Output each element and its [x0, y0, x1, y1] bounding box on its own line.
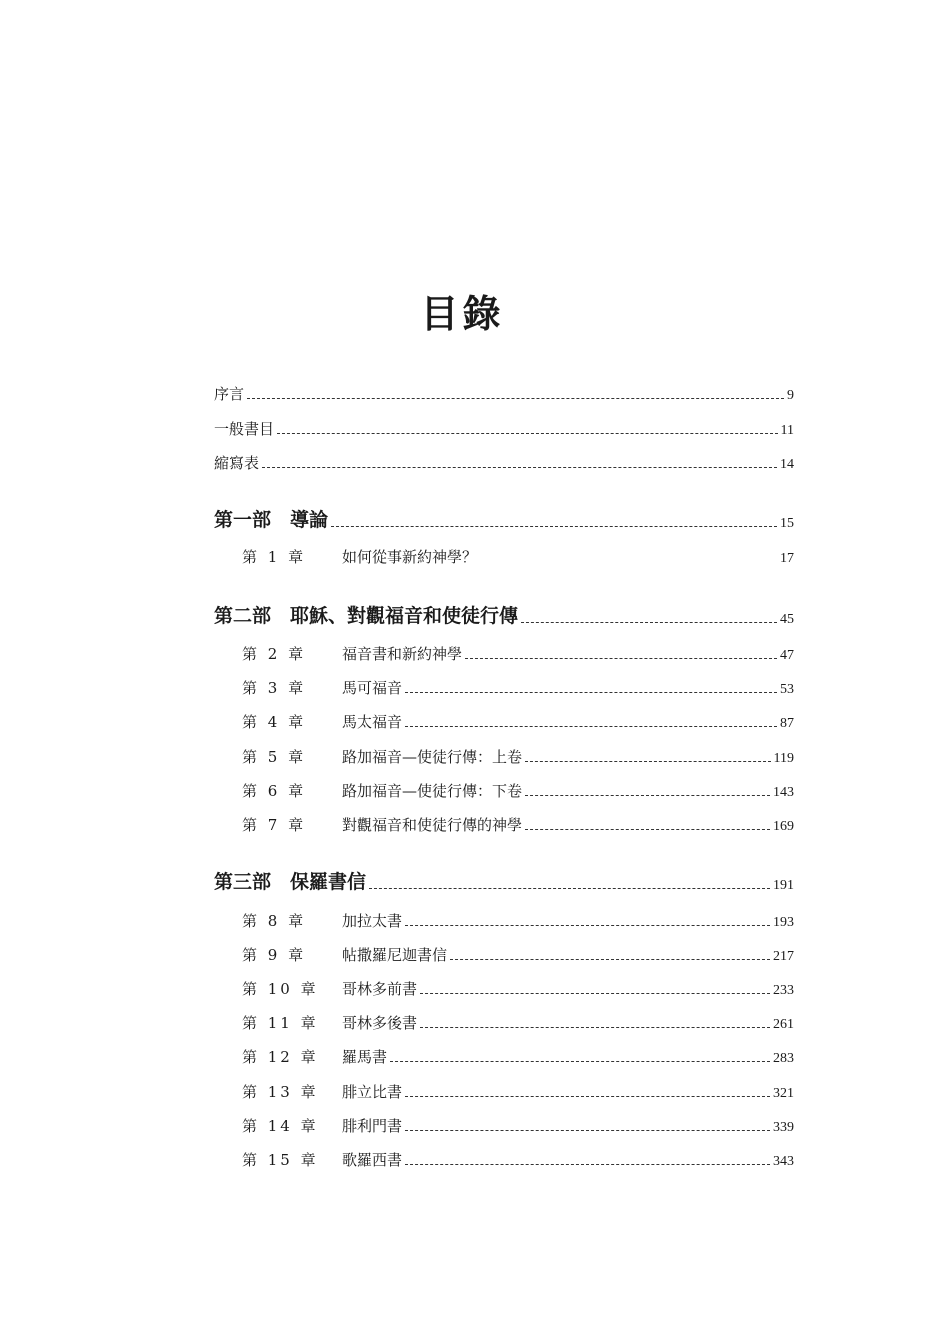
toc-chapter-6[interactable]: [242, 779, 794, 801]
dot-leader: [405, 925, 770, 926]
entry-page: 9: [787, 388, 794, 403]
dot-leader: [420, 993, 770, 994]
chapter-title: 歌羅西書: [342, 1151, 403, 1169]
dot-leader: [405, 692, 777, 693]
chapter-number: 第 10 章: [242, 980, 319, 998]
dot-leader: [331, 526, 777, 527]
chapter-number: 第 14 章: [242, 1117, 319, 1135]
entry-page: 14: [780, 457, 794, 472]
chapter-page: 87: [780, 716, 794, 731]
toc-chapter-8[interactable]: [242, 909, 794, 931]
chapter-page: 119: [773, 751, 794, 766]
entry-label: 縮寫表: [214, 454, 260, 472]
chapter-title: 腓利門書: [342, 1117, 403, 1135]
chapter-page: 47: [780, 648, 794, 663]
dot-leader: [390, 1061, 770, 1062]
chapter-number: 第 3 章: [242, 679, 307, 697]
toc-chapter-5[interactable]: [242, 745, 794, 767]
chapter-number: 第 4 章: [242, 713, 307, 731]
toc-chapter-11[interactable]: [242, 1011, 794, 1033]
chapter-page: 343: [773, 1154, 794, 1169]
chapter-number: 第 1 章: [242, 548, 307, 566]
chapter-page: 217: [773, 949, 794, 964]
toc-part-2[interactable]: [214, 606, 794, 628]
dot-leader: [405, 1096, 770, 1097]
part-page: 191: [773, 878, 794, 893]
chapter-page: 143: [773, 785, 794, 800]
toc-chapter-4[interactable]: [242, 710, 794, 732]
chapter-title: 福音書和新約神學: [342, 645, 463, 663]
chapter-page: 53: [780, 682, 794, 697]
chapter-title: 馬太福音: [342, 713, 403, 731]
chapter-title: 對觀福音和使徒行傳的神學: [342, 816, 523, 834]
dot-leader: [277, 433, 778, 434]
toc-chapter-9[interactable]: [242, 943, 794, 965]
chapter-page: 169: [773, 819, 794, 834]
dot-leader: [247, 398, 784, 399]
chapter-page: 339: [773, 1120, 794, 1135]
toc-part-3[interactable]: [214, 872, 794, 894]
chapter-title: 馬可福音: [342, 679, 403, 697]
toc-chapter-14[interactable]: [242, 1114, 794, 1136]
chapter-title: 羅馬書: [342, 1048, 388, 1066]
chapter-page: 17: [780, 551, 794, 566]
chapter-page: 321: [773, 1086, 794, 1101]
chapter-title: 加拉太書: [342, 912, 403, 930]
toc-chapter-7[interactable]: [242, 813, 794, 835]
chapter-number: 第 6 章: [242, 782, 307, 800]
chapter-title: 如何從事新約神學？: [342, 548, 478, 566]
chapter-number: 第 7 章: [242, 816, 307, 834]
chapter-number: 第 8 章: [242, 912, 307, 930]
chapter-title: 哥林多後書: [342, 1014, 418, 1032]
part-label: 第一部 導論: [214, 509, 329, 531]
toc-chapter-1[interactable]: [242, 545, 794, 567]
page-title: 目錄: [420, 292, 505, 336]
toc-chapter-15[interactable]: [242, 1148, 794, 1170]
toc-part-1[interactable]: [214, 510, 794, 532]
toc-chapter-2[interactable]: [242, 642, 794, 664]
entry-label: 一般書目: [214, 420, 275, 438]
chapter-title: 哥林多前書: [342, 980, 418, 998]
chapter-page: 233: [773, 983, 794, 998]
chapter-title: 腓立比書: [342, 1083, 403, 1101]
dot-leader: [405, 726, 777, 727]
toc-entry-bibliography[interactable]: [214, 417, 794, 439]
dot-leader: [450, 959, 770, 960]
chapter-page: 261: [773, 1017, 794, 1032]
dot-leader: [369, 888, 770, 889]
chapter-number: 第 11 章: [242, 1014, 319, 1032]
entry-label: 序言: [214, 385, 245, 403]
dot-leader: [525, 829, 770, 830]
dot-leader: [405, 1164, 770, 1165]
dot-leader: [465, 658, 777, 659]
chapter-title: 路加福音—使徒行傳：上卷: [342, 748, 523, 766]
chapter-page: 193: [773, 915, 794, 930]
entry-page: 11: [780, 423, 794, 438]
chapter-number: 第 9 章: [242, 946, 307, 964]
toc-entry-abbreviations[interactable]: [214, 451, 794, 473]
chapter-title: 帖撒羅尼迦書信: [342, 946, 448, 964]
dot-leader: [420, 1027, 770, 1028]
dot-leader: [525, 761, 771, 762]
part-page: 45: [780, 612, 794, 627]
chapter-number: 第 5 章: [242, 748, 307, 766]
dot-leader: [405, 1130, 770, 1131]
chapter-number: 第 2 章: [242, 645, 307, 663]
part-label: 第二部 耶穌、對觀福音和使徒行傳: [214, 605, 519, 627]
part-label: 第三部 保羅書信: [214, 871, 367, 893]
chapter-page: 283: [773, 1051, 794, 1066]
chapter-number: 第 12 章: [242, 1048, 319, 1066]
chapter-title: 路加福音—使徒行傳：下卷: [342, 782, 523, 800]
chapter-number: 第 15 章: [242, 1151, 319, 1169]
toc-chapter-13[interactable]: [242, 1080, 794, 1102]
dot-leader: [525, 795, 770, 796]
toc-chapter-12[interactable]: [242, 1045, 794, 1067]
chapter-number: 第 13 章: [242, 1083, 319, 1101]
toc-chapter-10[interactable]: [242, 977, 794, 999]
toc-entry-preface[interactable]: [214, 382, 794, 404]
toc-chapter-3[interactable]: [242, 676, 794, 698]
part-page: 15: [780, 516, 794, 531]
dot-leader: [262, 467, 777, 468]
dot-leader: [521, 622, 777, 623]
